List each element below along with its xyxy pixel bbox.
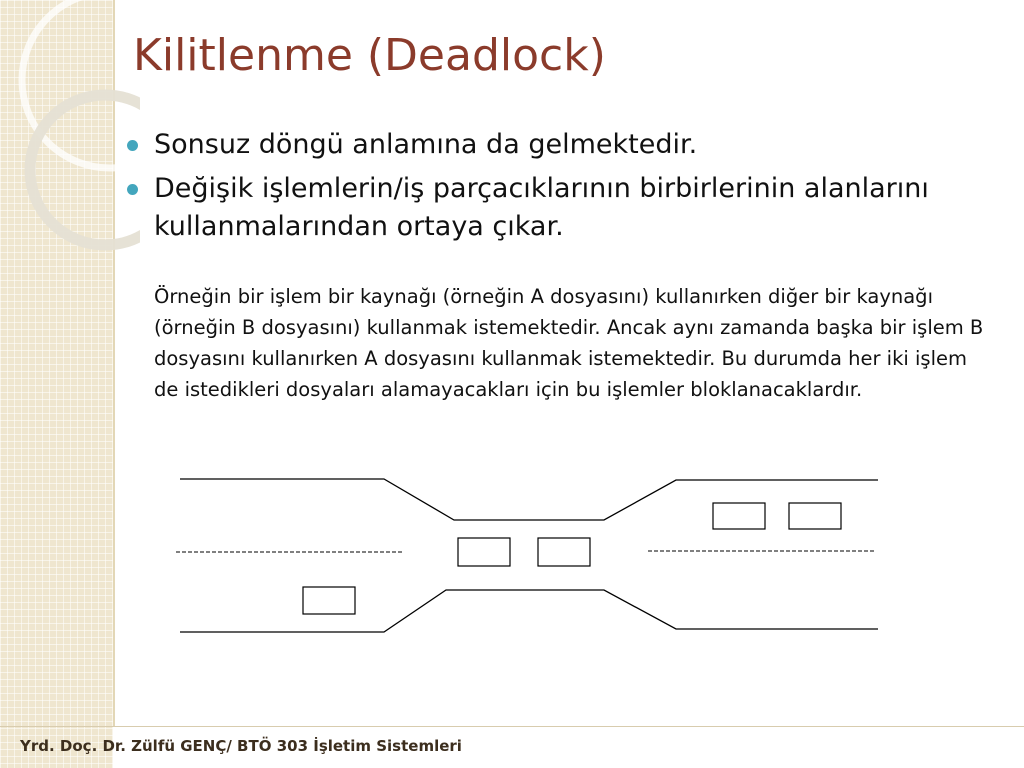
vehicle-box [303, 587, 355, 614]
example-paragraph: Örneğin bir işlem bir kaynağı (örneğin A dosyasını) kullanırken diğer bir kaynağı (örneğin B dosyasını) kullanmak istemektedir. Ancak aynı zamanda başka bir işlem B dosyasını kullanırken A dosyasını kullanmak istemektedir. Bu durumda her iki işlem de istedikleri dosyaları alamayacakları için bu işlemler bloklanacaklardır. [154, 285, 984, 401]
deadlock-road-diagram [170, 466, 890, 636]
decorative-rings [0, 0, 140, 300]
bullet-item [124, 170, 954, 246]
road-bottom-edge [180, 590, 878, 632]
slide-title: Kilitlenme (Deadlock) [133, 30, 606, 81]
vehicle-box [538, 538, 590, 566]
bullet-text: Sonsuz döngü anlamına da gelmektedir. [154, 129, 698, 160]
bullet-text: Değişik işlemlerin/iş parçacıklarının birbirlerinin alanlarını kullanmalarından ortaya çıkar. [154, 173, 929, 242]
bullet-list [124, 126, 954, 252]
vehicles-middle [458, 538, 590, 566]
vehicles-bottom-left [303, 587, 355, 614]
vehicle-box [458, 538, 510, 566]
footer-divider [0, 726, 1024, 727]
footer-text: Yrd. Doç. Dr. Zülfü GENÇ/ BTÖ 303 İşletim Sistemleri [20, 737, 462, 755]
bullet-item [124, 126, 954, 164]
vehicle-box [713, 503, 765, 529]
bullet-dot-icon [127, 140, 138, 151]
vehicle-box [789, 503, 841, 529]
bullet-dot-icon [127, 184, 138, 195]
vehicles-top-right [713, 503, 841, 529]
road-top-left-edge [180, 479, 878, 520]
